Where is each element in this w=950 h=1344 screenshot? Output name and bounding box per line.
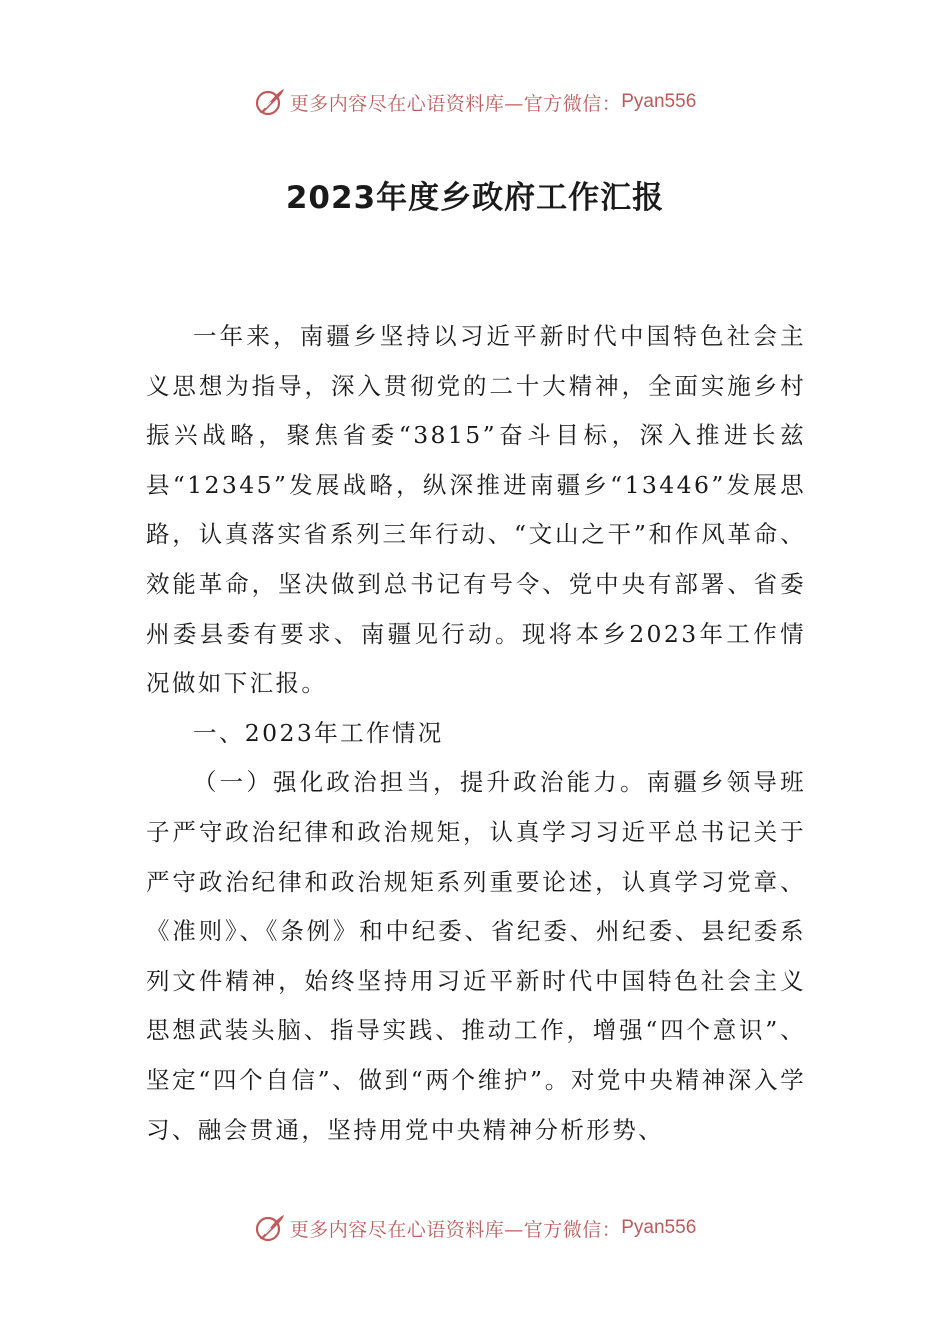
paragraph-political: （一）强化政治担当，提升政治能力。南疆乡领导班子严守政治纪律和政治规矩，认真学习习近平总书记关于严守政治纪律和政治规矩系列重要论述，认真学习党章、《准则》、《条例》和中纪委、省纪委、州纪委、县纪委系列文件精神，始终坚持用习近平新时代中国特色社会主义思想武装头脑、指导实践、推动工作，增强“四个意识”、坚定“四个自信”、做到“两个维护”。对党中央精神深入学习、融会贯通，坚持用党中央精神分析形势、 <box>146 768 806 1144</box>
banner-text: 更多内容尽在心语资料库—官方微信： <box>289 92 622 115</box>
document-title: 2023年度乡政府工作汇报 <box>285 180 665 216</box>
banner-text: 更多内容尽在心语资料库—官方微信： <box>289 1218 622 1241</box>
footer-banner <box>0 1208 950 1248</box>
banner-wechat-account: Pyan556 <box>621 91 697 112</box>
section-heading-1: 一、2023年工作情况 <box>193 718 444 747</box>
document-body <box>146 312 806 1155</box>
banner-wechat-account: Pyan556 <box>621 1217 697 1238</box>
header-banner <box>0 82 950 122</box>
paragraph-intro: 一年来，南疆乡坚持以习近平新时代中国特色社会主义思想为指导，深入贯彻党的二十大精神，全面实施乡村振兴战略，聚焦省委“3815”奋斗目标，深入推进长兹县“12345”发展战略，纵深推进南疆乡“13446”发展思路，认真落实省系列三年行动、“文山之干”和作风革命、效能革命，坚决做到总书记有号令、党中央有部署、省委州委县委有要求、南疆见行动。现将本乡2023年工作情况做如下汇报。 <box>146 322 806 698</box>
quill-circle-logo-icon <box>254 86 286 118</box>
quill-circle-logo-icon <box>254 1212 286 1244</box>
